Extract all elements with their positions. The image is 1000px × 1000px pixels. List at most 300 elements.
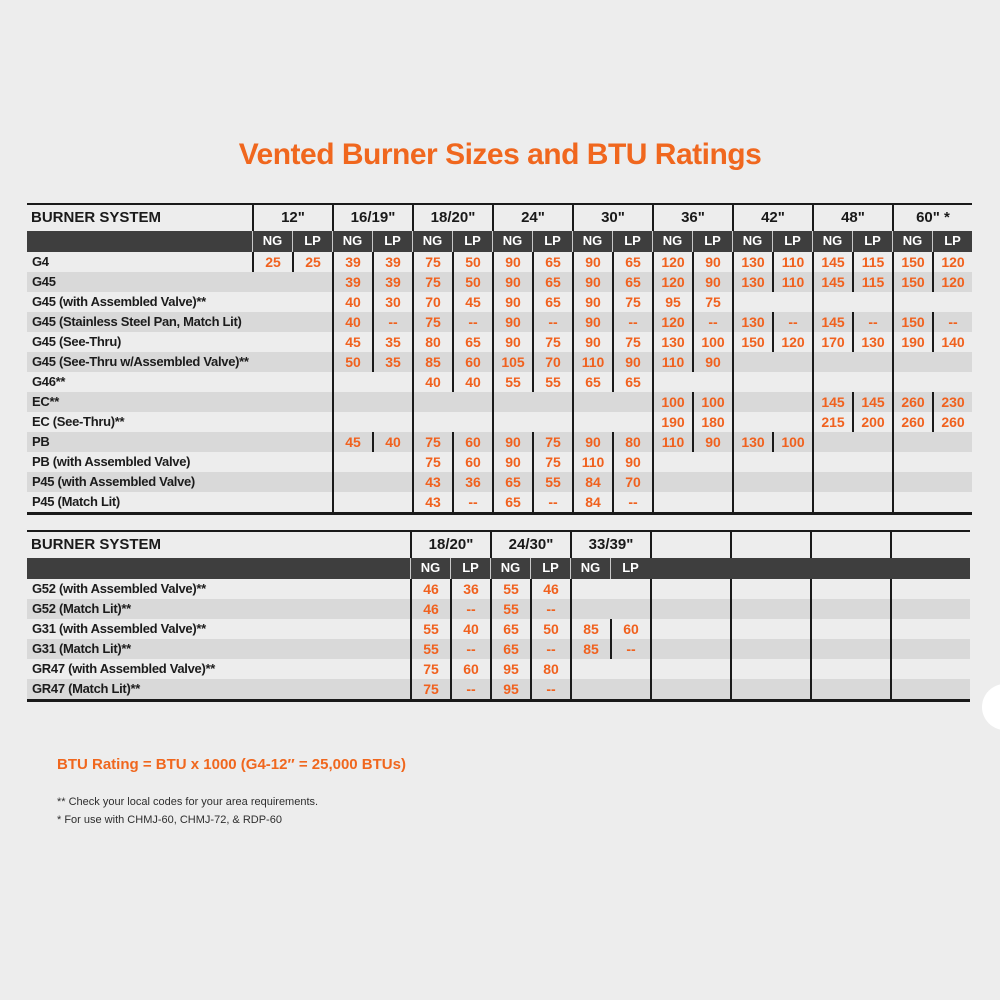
btu-value-ng: 90 [494, 272, 534, 292]
size-group-cell [412, 432, 492, 452]
btu-value-lp: -- [468, 494, 478, 510]
size-group-cell [252, 392, 332, 412]
btu-value-lp: 180 [701, 414, 725, 430]
btu-value-ng: 75 [414, 312, 454, 332]
btu-value-ng: 90 [494, 252, 534, 272]
size-group-cell [732, 272, 812, 292]
size-group-cell [410, 659, 490, 679]
size-group-cell [732, 452, 812, 472]
gas-type-header: LP [610, 558, 650, 579]
size-group-cell [570, 639, 650, 659]
btu-value-lp: 70 [545, 354, 561, 370]
size-group-cell [572, 452, 652, 472]
size-group-cell [572, 392, 652, 412]
btu-value-lp: 75 [625, 334, 641, 350]
btu-value-ng: 130 [734, 312, 774, 332]
btu-value-lp: -- [626, 641, 636, 657]
size-group-cell [252, 252, 332, 272]
size-group-cell [652, 372, 732, 392]
btu-value-ng: 90 [574, 312, 614, 332]
gas-type-header: LP [532, 231, 572, 252]
btu-value-lp: 100 [701, 334, 725, 350]
size-column-header: 60" * [892, 205, 972, 231]
btu-value-ng: 65 [492, 619, 532, 639]
table-row [27, 452, 972, 472]
size-group-cell [410, 639, 490, 659]
btu-value-lp: 55 [545, 374, 561, 390]
burner-system-label: G45 (See-Thru) [32, 334, 121, 349]
btu-value-lp: 60 [465, 434, 481, 450]
size-group-cell [492, 472, 572, 492]
size-group-cell [812, 412, 892, 432]
size-group-cell [332, 452, 412, 472]
btu-value-ng: 95 [492, 679, 532, 699]
btu-value-lp: 46 [543, 581, 559, 597]
size-group-cell [492, 312, 572, 332]
btu-value-ng: 130 [734, 432, 774, 452]
btu-value-ng: 145 [814, 392, 854, 412]
btu-value-lp: -- [466, 681, 476, 697]
btu-value-lp: 50 [543, 621, 559, 637]
btu-value-ng: 90 [574, 292, 614, 312]
gas-type-header: NG [572, 231, 612, 252]
btu-value-ng: 100 [654, 392, 694, 412]
size-group-cell [412, 492, 492, 512]
btu-value-lp: 65 [465, 334, 481, 350]
gas-type-header: NG [492, 231, 532, 252]
gas-type-header: LP [692, 231, 732, 252]
btu-value-ng: 75 [414, 272, 454, 292]
size-group-cell [332, 332, 412, 352]
size-group-cell [892, 492, 972, 512]
size-group-cell [332, 412, 412, 432]
size-group-cell [412, 292, 492, 312]
size-group-cell [650, 579, 730, 599]
size-group-cell [650, 639, 730, 659]
size-group-cell [730, 579, 810, 599]
btu-value-ng: 55 [492, 599, 532, 619]
size-group-cell [572, 252, 652, 272]
btu-value-ng: 90 [574, 432, 614, 452]
burner-system-label: G52 (with Assembled Valve)** [32, 581, 206, 596]
table-row [27, 659, 970, 679]
size-group-cell [410, 599, 490, 619]
btu-value-lp: -- [468, 314, 478, 330]
btu-value-ng: 65 [492, 639, 532, 659]
gas-type-header: NG [252, 231, 292, 252]
btu-value-ng: 110 [574, 352, 614, 372]
btu-value-lp: 36 [463, 581, 479, 597]
size-column-header: 24" [492, 205, 572, 231]
btu-value-lp: 140 [941, 334, 965, 350]
burner-system-label: G52 (Match Lit)** [32, 601, 131, 616]
btu-value-lp: 50 [465, 254, 481, 270]
size-group-cell [732, 312, 812, 332]
table-row [27, 352, 972, 372]
btu-value-lp: -- [628, 314, 638, 330]
btu-value-lp: 39 [385, 254, 401, 270]
btu-value-ng: 120 [654, 312, 694, 332]
btu-value-ng: 110 [654, 352, 694, 372]
btu-value-lp: 130 [861, 334, 885, 350]
size-group-cell [812, 392, 892, 412]
size-group-cell [252, 272, 332, 292]
size-group-cell [332, 492, 412, 512]
size-group-cell [652, 252, 732, 272]
size-group-cell [412, 332, 492, 352]
size-group-cell [332, 392, 412, 412]
btu-value-ng: 55 [412, 619, 452, 639]
size-group-cell [732, 472, 812, 492]
size-group-cell [730, 599, 810, 619]
btu-value-ng: 70 [414, 292, 454, 312]
btu-value-ng: 150 [734, 332, 774, 352]
gas-type-header: LP [450, 558, 490, 579]
gas-type-header: NG [652, 231, 692, 252]
size-group-cell [650, 679, 730, 699]
size-group-cell [890, 619, 970, 639]
size-group-cell [490, 679, 570, 699]
size-group-cell [492, 392, 572, 412]
size-group-cell [892, 452, 972, 472]
btu-value-lp: 120 [941, 274, 965, 290]
gas-type-header: LP [932, 231, 972, 252]
size-group-cell [732, 392, 812, 412]
btu-value-lp: -- [948, 314, 958, 330]
size-group-cell [252, 472, 332, 492]
size-column-header: 42" [732, 205, 812, 231]
btu-value-ng: 75 [412, 659, 452, 679]
size-group-cell [492, 352, 572, 372]
btu-value-ng: 110 [654, 432, 694, 452]
size-group-cell [332, 472, 412, 492]
btu-value-ng: 75 [414, 432, 454, 452]
btu-value-ng: 84 [574, 492, 614, 512]
size-group-cell [732, 332, 812, 352]
btu-value-ng: 55 [494, 372, 534, 392]
btu-value-ng: 145 [814, 252, 854, 272]
btu-value-lp: 55 [545, 474, 561, 490]
table-row [27, 332, 972, 352]
btu-value-lp: 65 [545, 254, 561, 270]
btu-value-lp: 90 [625, 354, 641, 370]
btu-value-ng: 50 [334, 352, 374, 372]
burner-system-label: GR47 (with Assembled Valve)** [32, 661, 215, 676]
btu-value-lp: -- [868, 314, 878, 330]
size-group-cell [252, 292, 332, 312]
size-group-cell [410, 579, 490, 599]
size-group-cell [732, 372, 812, 392]
header-bar-label-space [27, 558, 410, 579]
size-column-header [730, 532, 810, 558]
size-group-cell [732, 252, 812, 272]
size-group-cell [812, 312, 892, 332]
btu-value-lp: 90 [625, 454, 641, 470]
btu-value-ng: 90 [574, 252, 614, 272]
size-group-cell [332, 352, 412, 372]
size-group-cell [810, 679, 890, 699]
size-group-cell [892, 432, 972, 452]
size-group-cell [490, 639, 570, 659]
btu-value-ng: 65 [574, 372, 614, 392]
btu-value-ng: 46 [412, 599, 452, 619]
btu-value-lp: -- [788, 314, 798, 330]
size-column-header: 18/20" [410, 532, 490, 558]
btu-value-ng: 25 [254, 252, 294, 272]
size-group-cell [572, 492, 652, 512]
size-group-cell [892, 312, 972, 332]
btu-value-ng: 90 [494, 312, 534, 332]
btu-value-lp: 65 [625, 374, 641, 390]
btu-value-lp: 75 [545, 454, 561, 470]
table-row [27, 412, 972, 432]
size-group-cell [252, 412, 332, 432]
size-group-cell [730, 639, 810, 659]
size-group-cell [492, 492, 572, 512]
size-group-cell [412, 252, 492, 272]
btu-value-lp: 65 [625, 274, 641, 290]
btu-value-lp: 80 [625, 434, 641, 450]
size-group-cell [812, 472, 892, 492]
size-group-cell [812, 352, 892, 372]
size-group-cell [572, 412, 652, 432]
size-group-cell [492, 332, 572, 352]
size-group-cell [492, 452, 572, 472]
size-group-cell [572, 332, 652, 352]
size-group-cell [570, 659, 650, 679]
btu-value-ng: 90 [494, 452, 534, 472]
page-title: Vented Burner Sizes and BTU Ratings [238, 138, 762, 171]
btu-value-ng: 215 [814, 412, 854, 432]
btu-value-ng: 95 [492, 659, 532, 679]
size-column-header: 12" [252, 205, 332, 231]
burner-system-label: G46** [32, 374, 66, 389]
size-group-cell [892, 472, 972, 492]
size-group-cell [492, 432, 572, 452]
burner-system-label: G45 (Stainless Steel Pan, Match Lit) [32, 314, 242, 329]
btu-value-lp: 40 [463, 621, 479, 637]
btu-value-ng: 105 [494, 352, 534, 372]
size-group-cell [332, 272, 412, 292]
size-group-cell [332, 312, 412, 332]
btu-value-lp: 40 [465, 374, 481, 390]
btu-value-lp: 115 [861, 254, 885, 270]
size-group-cell [490, 599, 570, 619]
size-group-cell [890, 579, 970, 599]
btu-value-lp: 60 [623, 621, 639, 637]
vented-burner-table-main [27, 203, 972, 515]
size-group-cell [492, 272, 572, 292]
size-group-cell [890, 599, 970, 619]
btu-value-lp: 90 [705, 354, 721, 370]
btu-value-lp: 75 [545, 434, 561, 450]
size-group-cell [412, 312, 492, 332]
size-group-cell [812, 452, 892, 472]
btu-value-ng: 145 [814, 272, 854, 292]
size-group-cell [490, 579, 570, 599]
burner-system-label: P45 (with Assembled Valve) [32, 474, 195, 489]
size-group-cell [892, 412, 972, 432]
size-group-cell [252, 312, 332, 332]
size-group-cell [730, 679, 810, 699]
size-group-cell [650, 599, 730, 619]
btu-value-lp: -- [388, 314, 398, 330]
size-group-cell [252, 492, 332, 512]
size-group-cell [412, 472, 492, 492]
btu-value-lp: 115 [861, 274, 885, 290]
size-group-cell [572, 432, 652, 452]
btu-value-lp: 145 [861, 394, 885, 410]
size-group-cell [490, 619, 570, 639]
size-column-header [810, 532, 890, 558]
table-row [27, 679, 970, 699]
size-group-cell [252, 332, 332, 352]
btu-value-ng: 85 [572, 619, 612, 639]
table-row [27, 292, 972, 312]
btu-value-lp: 45 [465, 294, 481, 310]
btu-value-lp: -- [548, 314, 558, 330]
btu-value-ng: 90 [574, 332, 614, 352]
btu-value-ng: 46 [412, 579, 452, 599]
size-group-cell [732, 412, 812, 432]
size-group-cell [252, 372, 332, 392]
btu-value-ng: 45 [334, 432, 374, 452]
table-row [27, 472, 972, 492]
btu-value-lp: -- [466, 601, 476, 617]
btu-value-lp: 50 [465, 274, 481, 290]
size-group-cell [492, 252, 572, 272]
size-column-header [650, 532, 730, 558]
size-group-cell [892, 332, 972, 352]
size-group-cell [252, 352, 332, 372]
table-row [27, 579, 970, 599]
burner-system-label: G31 (with Assembled Valve)** [32, 621, 206, 636]
table-row [27, 312, 972, 332]
gas-type-header: NG [812, 231, 852, 252]
size-group-cell [650, 659, 730, 679]
size-group-cell [652, 472, 732, 492]
btu-value-lp: 60 [463, 661, 479, 677]
size-group-cell [572, 352, 652, 372]
btu-value-ng: 190 [654, 412, 694, 432]
btu-value-lp: 100 [701, 394, 725, 410]
size-group-cell [572, 312, 652, 332]
btu-value-lp: 260 [941, 414, 965, 430]
size-column-header: 48" [812, 205, 892, 231]
size-group-cell [412, 372, 492, 392]
table-row [27, 639, 970, 659]
burner-system-label: EC (See-Thru)** [32, 414, 125, 429]
size-group-cell [332, 252, 412, 272]
footnote-double-star: ** Check your local codes for your area requirements. [57, 796, 319, 808]
size-group-cell [412, 392, 492, 412]
size-group-cell [810, 579, 890, 599]
btu-value-lp: 75 [545, 334, 561, 350]
size-group-cell [412, 352, 492, 372]
size-group-cell [570, 619, 650, 639]
size-group-cell [572, 272, 652, 292]
size-group-cell [732, 492, 812, 512]
btu-value-ng: 90 [494, 432, 534, 452]
size-group-cell [332, 372, 412, 392]
btu-value-ng: 90 [574, 272, 614, 292]
size-group-cell [332, 292, 412, 312]
gas-type-header: NG [490, 558, 530, 579]
btu-value-ng: 40 [334, 312, 374, 332]
btu-value-lp: 120 [781, 334, 805, 350]
burner-system-label: EC** [32, 394, 59, 409]
size-column-header: 30" [572, 205, 652, 231]
gas-type-header: LP [772, 231, 812, 252]
footnote-single-star: * For use with CHMJ-60, CHMJ-72, & RDP-60 [57, 814, 282, 826]
size-group-cell [652, 432, 732, 452]
btu-value-ng: 45 [334, 332, 374, 352]
btu-value-lp: 90 [705, 434, 721, 450]
btu-value-ng: 150 [894, 272, 934, 292]
gas-type-header: LP [292, 231, 332, 252]
size-group-cell [332, 432, 412, 452]
btu-value-ng: 75 [414, 452, 454, 472]
burner-system-label: G31 (Match Lit)** [32, 641, 131, 656]
btu-value-ng: 65 [494, 472, 534, 492]
size-column-header: 33/39" [570, 532, 650, 558]
btu-value-lp: 100 [781, 434, 805, 450]
size-group-cell [812, 332, 892, 352]
size-group-cell [652, 452, 732, 472]
gas-type-header: NG [412, 231, 452, 252]
btu-value-ng: 84 [574, 472, 614, 492]
size-group-cell [812, 292, 892, 312]
size-group-cell [810, 659, 890, 679]
gas-type-header: LP [852, 231, 892, 252]
btu-value-lp: -- [546, 601, 556, 617]
size-group-cell [732, 432, 812, 452]
btu-value-lp: -- [708, 314, 718, 330]
btu-value-lp: 110 [781, 274, 805, 290]
size-group-cell [570, 579, 650, 599]
size-group-cell [570, 679, 650, 699]
size-group-cell [652, 412, 732, 432]
size-group-cell [412, 412, 492, 432]
btu-value-ng: 130 [734, 272, 774, 292]
btu-value-ng: 39 [334, 252, 374, 272]
size-group-cell [652, 352, 732, 372]
size-column-header: 36" [652, 205, 732, 231]
table-row [27, 432, 972, 452]
btu-value-lp: 40 [385, 434, 401, 450]
size-group-cell [890, 659, 970, 679]
size-group-cell [492, 372, 572, 392]
btu-value-ng: 95 [654, 292, 694, 312]
size-group-cell [572, 292, 652, 312]
burner-system-label: PB [32, 434, 50, 449]
btu-value-ng: 120 [654, 252, 694, 272]
size-group-cell [892, 292, 972, 312]
gas-type-header: LP [372, 231, 412, 252]
size-group-cell [412, 452, 492, 472]
btu-value-ng: 75 [412, 679, 452, 699]
btu-value-lp: 230 [941, 394, 965, 410]
size-group-cell [812, 432, 892, 452]
table-label-header: BURNER SYSTEM [31, 536, 162, 553]
size-group-cell [572, 472, 652, 492]
btu-value-ng: 190 [894, 332, 934, 352]
btu-value-lp: 70 [625, 474, 641, 490]
btu-value-lp: 35 [385, 334, 401, 350]
header-bar-label-space [27, 231, 252, 252]
btu-value-ng: 150 [894, 312, 934, 332]
burner-system-label: PB (with Assembled Valve) [32, 454, 191, 469]
